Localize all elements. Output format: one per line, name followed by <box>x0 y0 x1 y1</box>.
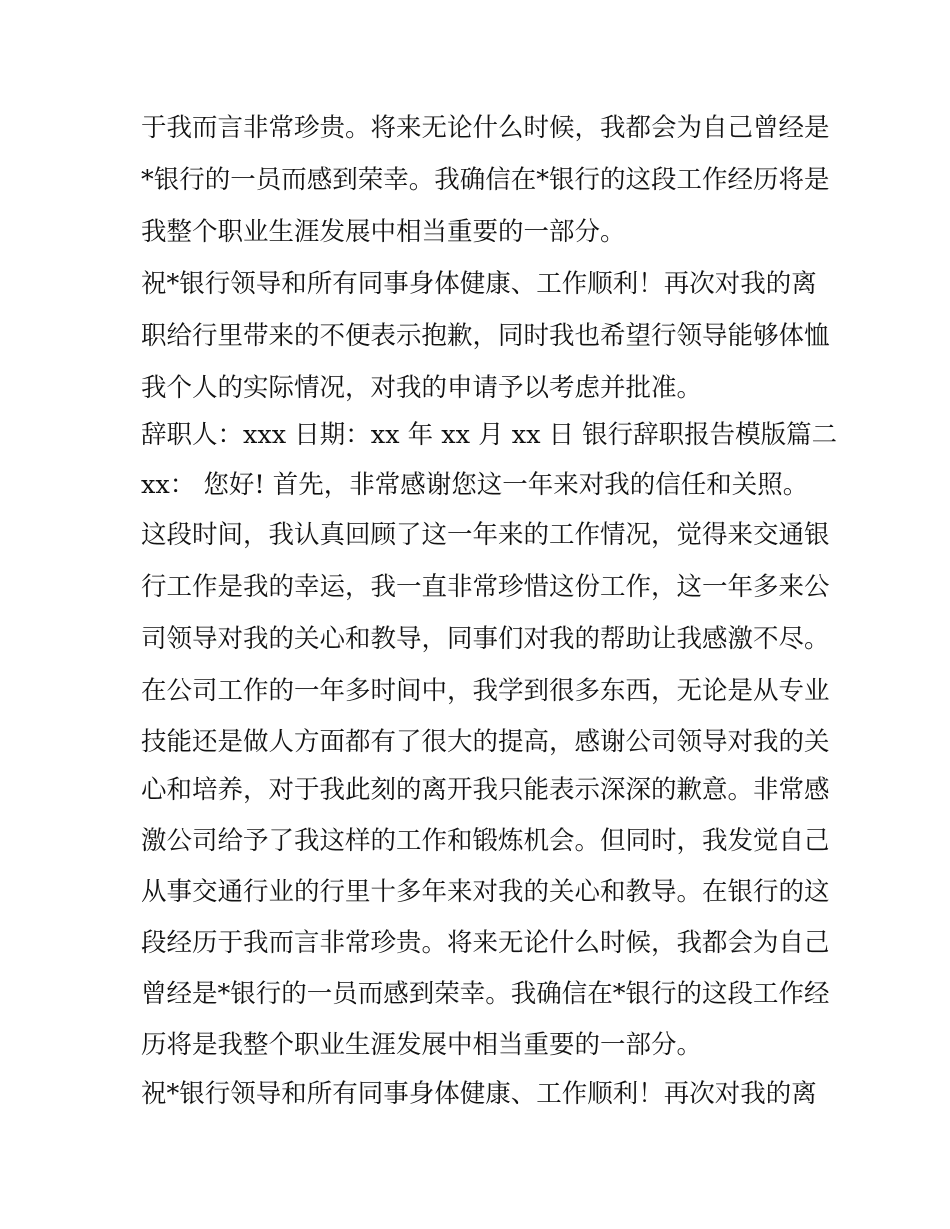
text-line: 激公司给予了我这样的工作和锻炼机会。但同时，我发觉自己 <box>141 826 830 856</box>
text-line: 我个人的实际情况，对我的申请予以考虑并批准。 <box>141 373 703 403</box>
text-line: 于我而言非常珍贵。将来无论什么时候，我都会为自己曾经是 <box>141 113 830 143</box>
text-line: 辞职人：xxx 日期：xx 年 xx 月 xx 日 银行辞职报告模版篇二 <box>141 420 838 450</box>
text-line: 祝*银行领导和所有同事身体健康、工作顺利！再次对我的离 <box>141 269 817 299</box>
text-line: 从事交通行业的行里十多年来对我的关心和教导。在银行的这 <box>141 877 830 907</box>
text-line: 心和培养，对于我此刻的离开我只能表示深深的歉意。非常感 <box>141 775 830 805</box>
text-line: 我整个职业生涯发展中相当重要的一部分。 <box>141 217 626 247</box>
text-line: 在公司工作的一年多时间中，我学到很多东西，无论是从专业 <box>141 676 830 706</box>
text-line: xx： 您好! 首先，非常感谢您这一年来对我的信任和关照。 <box>141 470 809 500</box>
text-line: 职给行里带来的不便表示抱歉，同时我也希望行领导能够体恤 <box>141 321 830 351</box>
text-line: 技能还是做人方面都有了很大的提高，感谢公司领导对我的关 <box>141 727 830 757</box>
text-line: 司领导对我的关心和教导，同事们对我的帮助让我感激不尽。 <box>141 624 830 654</box>
text-line: 段经历于我而言非常珍贵。将来无论什么时候，我都会为自己 <box>141 928 830 958</box>
text-line: 这段时间，我认真回顾了这一年来的工作情况，觉得来交通银 <box>141 520 830 550</box>
text-line: 祝*银行领导和所有同事身体健康、工作顺利！再次对我的离 <box>141 1079 817 1109</box>
text-line: 行工作是我的幸运，我一直非常珍惜这份工作，这一年多来公 <box>141 572 830 602</box>
text-line: 曾经是*银行的一员而感到荣幸。我确信在*银行的这段工作经 <box>141 979 830 1009</box>
text-line: *银行的一员而感到荣幸。我确信在*银行的这段工作经历将是 <box>141 165 830 195</box>
text-line: 历将是我整个职业生涯发展中相当重要的一部分。 <box>141 1030 703 1060</box>
